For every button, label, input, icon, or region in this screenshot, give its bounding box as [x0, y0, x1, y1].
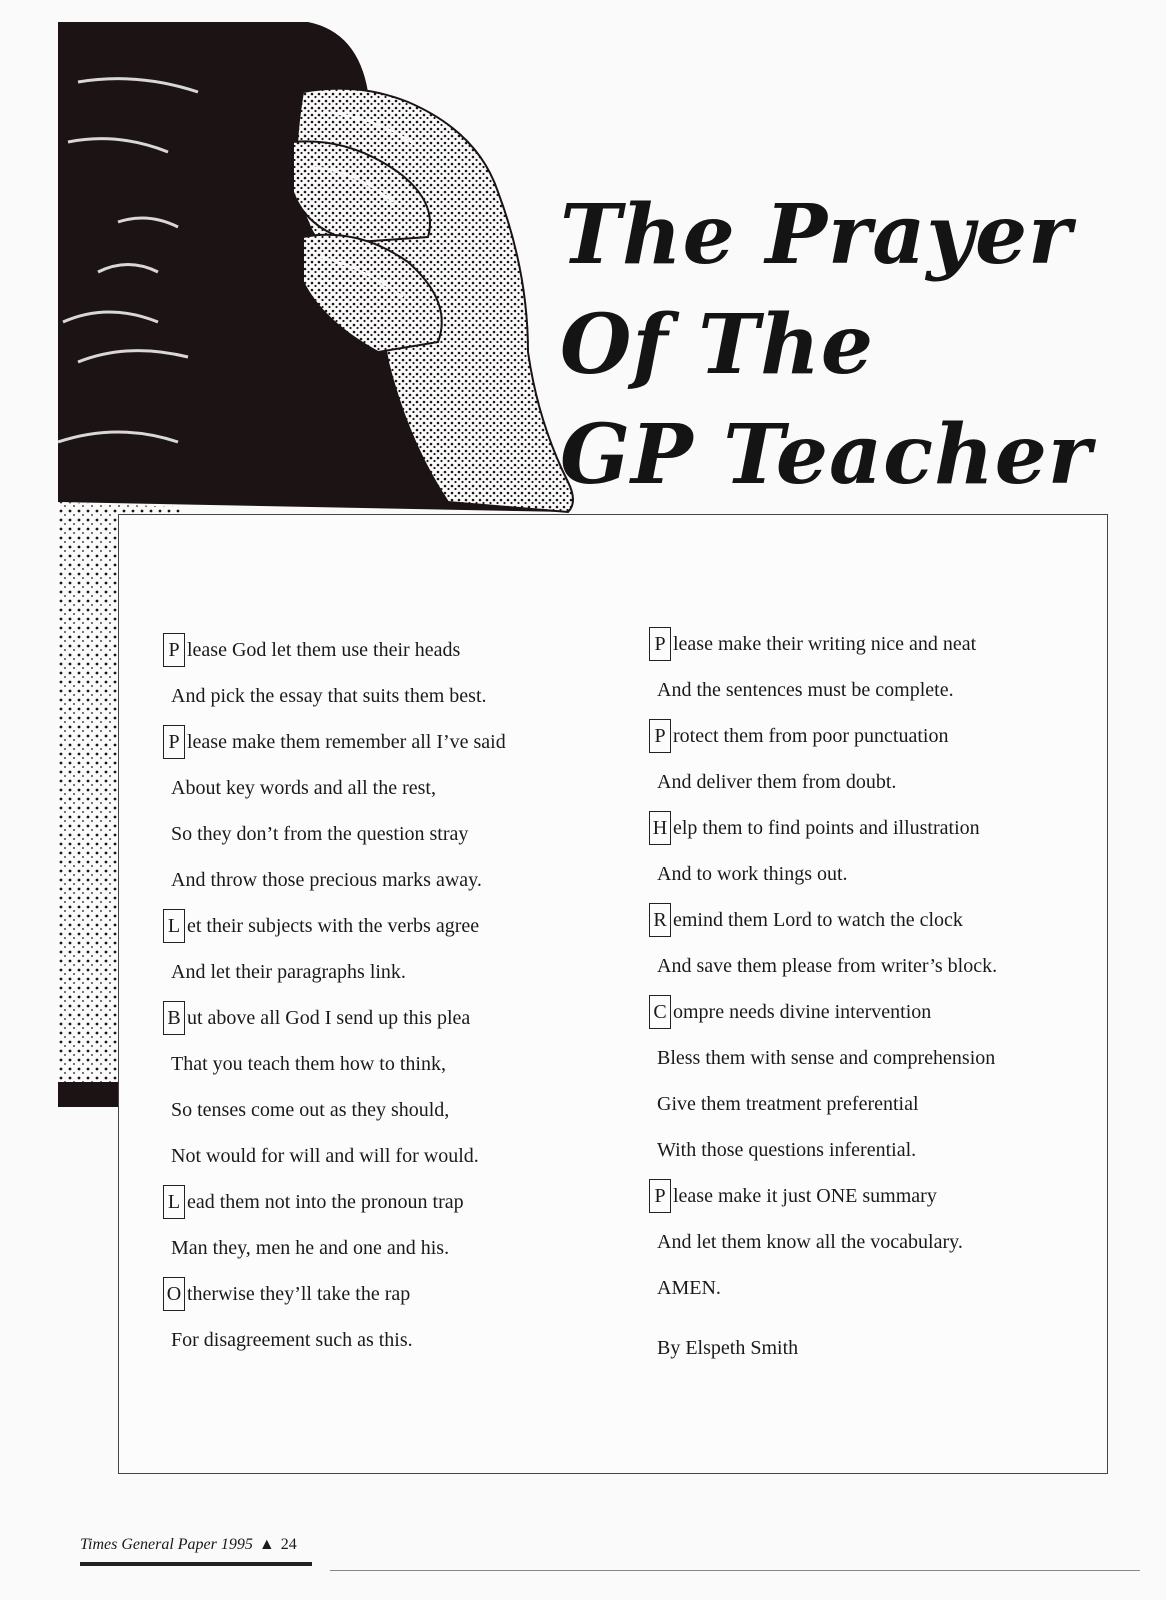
acrostic-letter: L: [163, 909, 185, 943]
line-text: And let their paragraphs link.: [171, 961, 406, 983]
poem-line: [163, 765, 506, 811]
line-text: So they don’t from the question stray: [171, 823, 469, 845]
page-number: 24: [280, 1536, 297, 1553]
title-line-2: Of The: [560, 297, 875, 393]
line-text: elp them to find points and illustration: [673, 817, 980, 839]
line-text: With those questions inferential.: [657, 1139, 917, 1161]
poem-line: [163, 1271, 506, 1317]
poem-line: [649, 805, 997, 851]
line-text: ut above all God I send up this plea: [187, 1007, 471, 1029]
bottom-rule: [330, 1570, 1140, 1571]
poem-line: [649, 1173, 997, 1219]
poem-line: [649, 1081, 997, 1127]
line-text: So tenses come out as they should,: [171, 1099, 450, 1121]
poem-line: [163, 903, 506, 949]
title-line-3: GP Teacher: [560, 407, 1093, 503]
poem-line: [649, 989, 997, 1035]
poem-line: [649, 897, 997, 943]
acrostic-letter: R: [649, 903, 671, 937]
poem-line: [649, 1035, 997, 1081]
line-text: AMEN.: [657, 1277, 721, 1299]
poem-line: [163, 719, 506, 765]
poem-line: [649, 713, 997, 759]
publication-name: Times General Paper 1995: [80, 1536, 253, 1553]
poem-line: [649, 667, 997, 713]
line-text: rotect them from poor punctuation: [673, 725, 949, 747]
line-text: And to work things out.: [657, 863, 848, 885]
line-text: And deliver them from doubt.: [657, 771, 897, 793]
poem-line: [163, 1133, 506, 1179]
line-text: lease make their writing nice and neat: [673, 633, 977, 655]
page-footer: [80, 1536, 297, 1554]
line-text: emind them Lord to watch the clock: [673, 909, 963, 931]
poem-line: [163, 1225, 506, 1271]
acrostic-letter: P: [163, 633, 185, 667]
poem-line: [649, 1127, 997, 1173]
poem-line: [163, 995, 506, 1041]
poem-line: [163, 1087, 506, 1133]
line-text: For disagreement such as this.: [171, 1329, 413, 1351]
line-text: lease God let them use their heads: [187, 639, 461, 661]
poem-line: [649, 1265, 997, 1311]
acrostic-letter: O: [163, 1277, 185, 1311]
line-text: Give them treatment preferential: [657, 1093, 919, 1115]
line-text: et their subjects with the verbs agree: [187, 915, 480, 937]
triangle-icon: ▲: [258, 1536, 275, 1553]
line-text: lease make them remember all I’ve said: [187, 731, 506, 753]
line-text: And pick the essay that suits them best.: [171, 685, 487, 707]
poem-left-column: [163, 627, 506, 1363]
page-title: [560, 180, 1092, 510]
line-text: And save them please from writer’s block.: [657, 955, 998, 977]
poem-line: [163, 949, 506, 995]
line-text: Man they, men he and one and his.: [171, 1237, 450, 1259]
line-text: ompre needs divine intervention: [673, 1001, 932, 1023]
acrostic-letter: P: [649, 627, 671, 661]
line-text: Bless them with sense and comprehension: [657, 1047, 996, 1069]
poem-right-column: [649, 621, 997, 1311]
acrostic-letter: C: [649, 995, 671, 1029]
line-text: About key words and all the rest,: [171, 777, 436, 799]
line-text: And throw those precious marks away.: [171, 869, 482, 891]
author-byline: By Elspeth Smith: [657, 1337, 799, 1359]
poem-line: [649, 759, 997, 805]
acrostic-letter: H: [649, 811, 671, 845]
line-text: therwise they’ll take the rap: [187, 1283, 411, 1305]
poem-line: [649, 1219, 997, 1265]
poem-line: [163, 673, 506, 719]
acrostic-letter: B: [163, 1001, 185, 1035]
poem-line: [163, 1317, 506, 1363]
poem-line: [163, 811, 506, 857]
poem-line: [649, 943, 997, 989]
poem-line: [649, 851, 997, 897]
poem-line: [649, 621, 997, 667]
poem-line: [163, 1041, 506, 1087]
line-text: Not would for will and will for would.: [171, 1145, 479, 1167]
acrostic-letter: L: [163, 1185, 185, 1219]
line-text: ead them not into the pronoun trap: [187, 1191, 464, 1213]
acrostic-letter: P: [163, 725, 185, 759]
line-text: And let them know all the vocabulary.: [657, 1231, 963, 1253]
poem-line: [163, 857, 506, 903]
line-text: lease make it just ONE summary: [673, 1185, 937, 1207]
title-line-1: The Prayer: [560, 187, 1073, 283]
footer-rule: [80, 1562, 312, 1566]
acrostic-letter: P: [649, 719, 671, 753]
line-text: That you teach them how to think,: [171, 1053, 446, 1075]
poem-box: [118, 514, 1108, 1474]
line-text: And the sentences must be complete.: [657, 679, 954, 701]
poem-line: [163, 627, 506, 673]
acrostic-letter: P: [649, 1179, 671, 1213]
poem-line: [163, 1179, 506, 1225]
